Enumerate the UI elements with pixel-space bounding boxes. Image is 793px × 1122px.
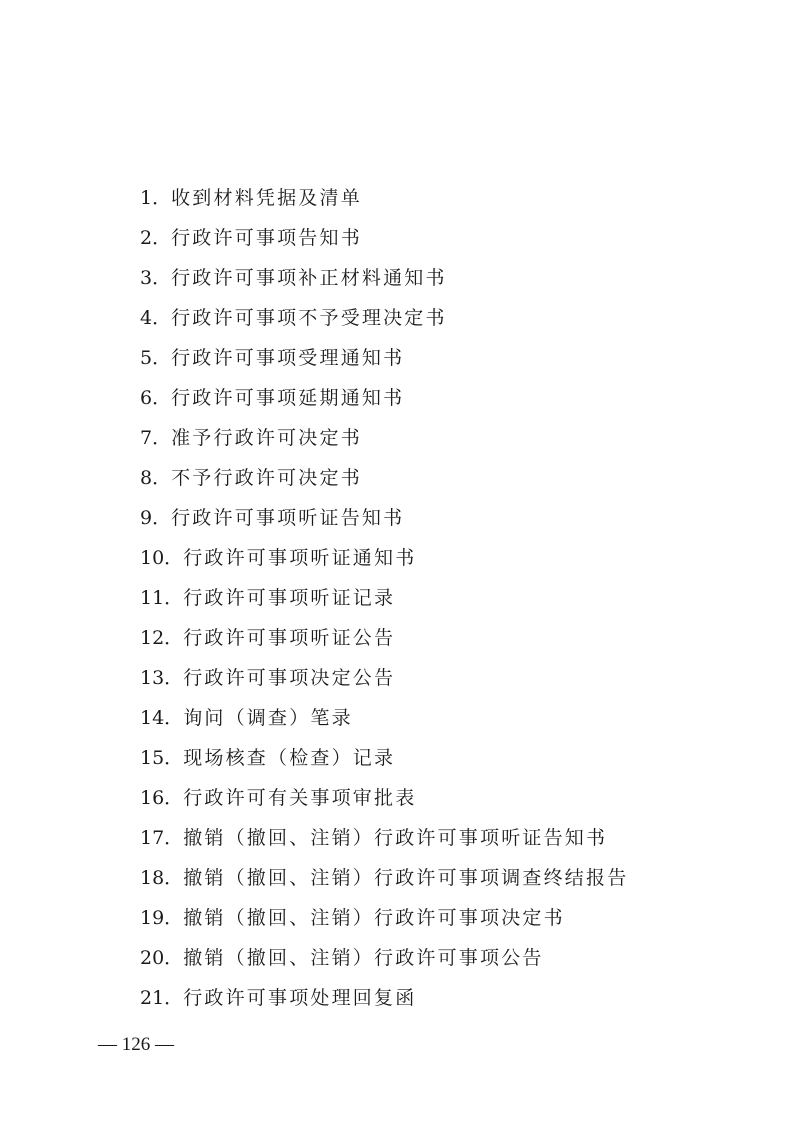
item-number: 18． bbox=[140, 867, 184, 889]
item-title: 行政许可事项听证公告 bbox=[183, 627, 396, 649]
item-title: 撤销（撤回、注销）行政许可事项听证告知书 bbox=[183, 827, 608, 849]
list-item bbox=[140, 658, 628, 698]
item-title: 行政许可事项补正材料通知书 bbox=[171, 267, 447, 289]
item-number: 5． bbox=[140, 347, 172, 369]
item-number: 1． bbox=[140, 187, 172, 209]
page-number: — 126 — bbox=[98, 1034, 174, 1055]
form-list bbox=[140, 178, 628, 1018]
item-title: 行政许可事项不予受理决定书 bbox=[171, 307, 447, 329]
item-number: 6． bbox=[140, 387, 172, 409]
item-title: 行政许可事项决定公告 bbox=[183, 667, 396, 689]
item-number: 10． bbox=[140, 547, 184, 569]
item-title: 行政许可有关事项审批表 bbox=[183, 787, 417, 809]
item-number: 4． bbox=[140, 307, 172, 329]
list-item bbox=[140, 338, 628, 378]
item-number: 7． bbox=[140, 427, 172, 449]
item-title: 撤销（撤回、注销）行政许可事项公告 bbox=[183, 947, 544, 969]
item-number: 9． bbox=[140, 507, 172, 529]
item-title: 行政许可事项受理通知书 bbox=[171, 347, 405, 369]
item-title: 询问（调查）笔录 bbox=[183, 707, 353, 729]
item-number: 2． bbox=[140, 227, 172, 249]
list-item bbox=[140, 258, 628, 298]
item-title: 撤销（撤回、注销）行政许可事项决定书 bbox=[183, 907, 565, 929]
item-title: 撤销（撤回、注销）行政许可事项调查终结报告 bbox=[183, 867, 629, 889]
list-item bbox=[140, 298, 628, 338]
item-number: 14． bbox=[140, 707, 184, 729]
item-number: 17． bbox=[140, 827, 184, 849]
list-item bbox=[140, 218, 628, 258]
item-title: 行政许可事项告知书 bbox=[171, 227, 362, 249]
list-item bbox=[140, 738, 628, 778]
item-title: 行政许可事项听证通知书 bbox=[183, 547, 417, 569]
item-number: 8． bbox=[140, 467, 172, 489]
list-item bbox=[140, 538, 628, 578]
list-item bbox=[140, 578, 628, 618]
item-number: 3． bbox=[140, 267, 172, 289]
item-title: 行政许可事项处理回复函 bbox=[183, 987, 417, 1009]
list-item bbox=[140, 898, 628, 938]
list-item bbox=[140, 978, 628, 1018]
list-item bbox=[140, 818, 628, 858]
list-item bbox=[140, 858, 628, 898]
item-title: 行政许可事项听证告知书 bbox=[171, 507, 405, 529]
item-title: 现场核查（检查）记录 bbox=[183, 747, 396, 769]
list-item bbox=[140, 458, 628, 498]
item-title: 收到材料凭据及清单 bbox=[171, 187, 362, 209]
item-title: 行政许可事项延期通知书 bbox=[171, 387, 405, 409]
item-title: 准予行政许可决定书 bbox=[171, 427, 362, 449]
item-number: 12． bbox=[140, 627, 184, 649]
item-number: 11． bbox=[140, 587, 184, 609]
item-title: 行政许可事项听证记录 bbox=[183, 587, 396, 609]
item-number: 15． bbox=[140, 747, 184, 769]
item-number: 16． bbox=[140, 787, 184, 809]
list-item bbox=[140, 618, 628, 658]
list-item bbox=[140, 778, 628, 818]
list-item bbox=[140, 498, 628, 538]
list-item bbox=[140, 378, 628, 418]
list-item bbox=[140, 178, 628, 218]
item-number: 19． bbox=[140, 907, 184, 929]
list-item bbox=[140, 938, 628, 978]
item-number: 20． bbox=[140, 947, 184, 969]
list-item bbox=[140, 698, 628, 738]
item-number: 13． bbox=[140, 667, 184, 689]
item-title: 不予行政许可决定书 bbox=[171, 467, 362, 489]
list-item bbox=[140, 418, 628, 458]
item-number: 21． bbox=[140, 987, 184, 1009]
